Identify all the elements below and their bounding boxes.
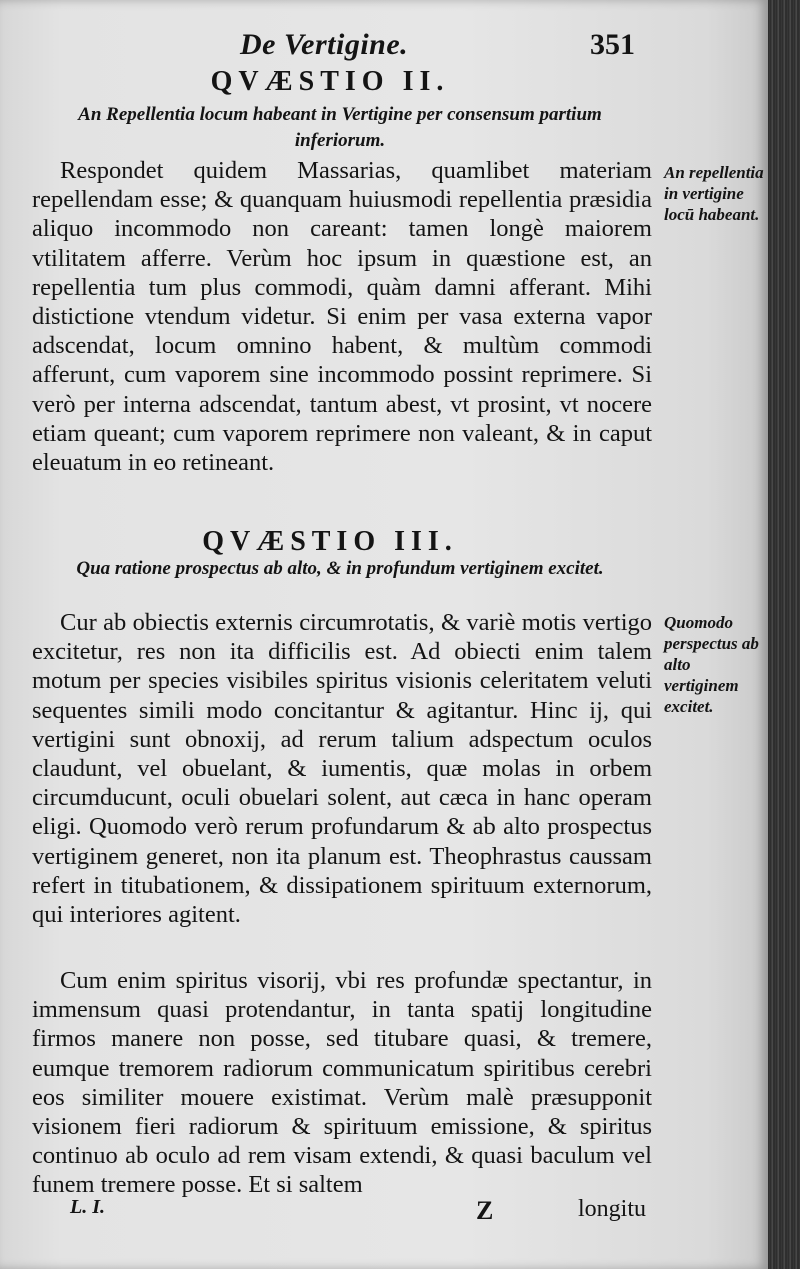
- quaestio-2-subtitle: An Repellentia locum habeant in Vertigine per consensum partium inferiorum.: [78, 104, 602, 151]
- quaestio-3-paragraph-2: Cum enim spiritus visorij, vbi res profundæ spectantur, in immensum quasi protendantur, in tanta spatij longitudine firmos manere non posse, sed titubare quasi, & tremere, eumque tremorem radiorum communicatum spiritibus cerebri eos similiter mouere existimat. Verùm malè præsupponit visionem fieri radiorum & spirituum emissione, & spiritus continuo ab oculo ad rem visam extendi, & quasi baculum vel funem tremere posse. Et si saltem: [32, 967, 652, 1199]
- signature-mark: L. I.: [70, 1196, 105, 1218]
- gathering-mark: Z: [476, 1196, 494, 1225]
- quaestio-3-margin-note: Quomodo perspectus ab alto vertiginem excitet.: [664, 613, 759, 716]
- quaestio-3-subtitle: Qua ratione prospectus ab alto, & in profundum vertiginem excitet.: [76, 558, 604, 579]
- book-fore-edge: [768, 0, 800, 1269]
- running-title: De Vertigine.: [240, 28, 409, 61]
- quaestio-2-paragraph: Respondet quidem Massarias, quamlibet materiam repellendam esse; & quanquam huiusmodi repellentia præsidia aliquo incommodo non careant: tamen longè maiorem vtilitatem afferre. Verùm hoc ipsum in quæstione est, an repellentia tum plus commodi, quàm damni afferant. Mihi distictione vtendum videtur. Si enim per vasa externa vapor adscendat, locum omnino habent, & multùm commodi afferunt, cum vaporem sine incommodo possint reprimere. Si verò per interna adscendat, tantum abest, vt prosint, vt nocere etiam queant; cum vaporem reprimere non valeant, & in caput eleuatum in eo retineant.: [32, 157, 652, 477]
- page-header: [0, 28, 660, 68]
- page-number: 351: [590, 28, 635, 61]
- catchword: longitu: [578, 1196, 647, 1222]
- quaestio-2-margin-note: An repellentia in vertigine locū habeant.: [664, 163, 764, 224]
- quaestio-2-heading: QVÆSTIO II.: [210, 66, 450, 97]
- quaestio-3-paragraph-1: Cur ab obiectis externis circumrotatis, & variè motis vertigo excitetur, res non ita difficilis est. Ad obiecti enim talem motum per species visibiles spiritus visionis celeritatem veluti sequentes simili modo concitantur & agitantur. Hinc ij, qui vertigini sunt obnoxij, ad rerum talium adspectum oculos claudunt, vel obuelant, & iumentis, quæ molas in orbem circumducunt, oculi obuelari solent, aut cæca in hanc operam eligi. Quomodo verò rerum profundarum & ab alto prospectus vertiginem generet, non ita planum est. Theophrastus caussam refert in titubationem, & dissipationem spirituum externorum, qui interiores agitent.: [32, 609, 652, 929]
- quaestio-3-heading: QVÆSTIO III.: [202, 526, 458, 557]
